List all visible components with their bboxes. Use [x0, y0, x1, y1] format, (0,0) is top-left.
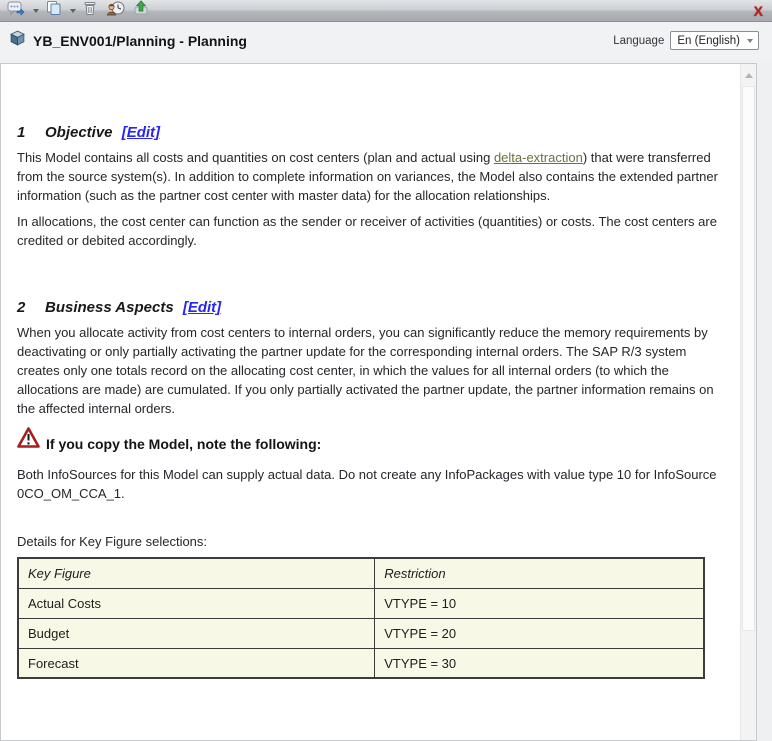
- copy-pages-icon: [45, 0, 62, 21]
- copy-dropdown-arrow-icon[interactable]: [70, 9, 76, 13]
- paragraph-infosources: Both InfoSources for this Model can supply actual data. Do not create any InfoPackages with value type 10 for InfoSource 0CO_OM_CCA_1.: [17, 467, 717, 501]
- section-2-number: 2: [17, 299, 26, 316]
- section-1-title: Objective: [45, 124, 113, 141]
- delete-button[interactable]: [80, 0, 100, 22]
- scroll-up-arrow-icon[interactable]: [745, 73, 753, 78]
- person-clock-icon: [106, 0, 125, 21]
- section-2-edit-link[interactable]: [Edit]: [182, 299, 222, 316]
- language-label: Language: [613, 34, 665, 47]
- scrollbar-thumb[interactable]: [742, 86, 755, 631]
- speech-bubble-icon: [7, 0, 25, 21]
- table-row: [18, 618, 704, 648]
- language-select[interactable]: [670, 31, 759, 50]
- cell-key-figure: Budget: [18, 618, 375, 648]
- vertical-scrollbar[interactable]: [740, 64, 756, 740]
- comment-button[interactable]: [5, 0, 27, 22]
- page-title: YB_ENV001/Planning - Planning: [33, 32, 247, 49]
- copy-button[interactable]: [43, 0, 64, 22]
- cell-key-figure: Actual Costs: [18, 588, 375, 618]
- warning-row: [17, 427, 726, 453]
- warning-text: If you copy the Model, note the following:: [46, 436, 322, 452]
- document-body: [1, 64, 740, 740]
- cube-icon: [9, 30, 26, 52]
- trash-icon: [82, 0, 98, 21]
- section-2-heading: [17, 299, 726, 316]
- document-frame: [0, 63, 757, 741]
- warning-triangle-icon: [17, 427, 40, 453]
- language-dropdown-arrow-icon: [747, 39, 753, 43]
- header-bar: [0, 22, 772, 59]
- section-1-edit-link[interactable]: [Edit]: [121, 124, 161, 141]
- toolbar: [0, 0, 772, 22]
- comment-dropdown-arrow-icon[interactable]: [33, 9, 39, 13]
- section-2-title: Business Aspects: [45, 299, 174, 316]
- section-1-number: 1: [17, 124, 26, 141]
- upload-arrow-icon: [133, 0, 149, 21]
- delta-extraction-link[interactable]: delta-extraction: [493, 150, 583, 165]
- cell-restriction: VTYPE = 10: [375, 588, 704, 618]
- paragraph-objective-2: In allocations, the cost center can function as the sender or receiver of activities (quantities) or costs. The cost centers are credited or debited accordingly.: [17, 214, 717, 248]
- paragraph-text: This Model contains all costs and quantities on cost centers (plan and actual using: [17, 150, 494, 165]
- key-figure-table: [17, 557, 705, 679]
- close-button[interactable]: X: [753, 2, 763, 19]
- content-area: [0, 59, 772, 741]
- table-row: [18, 648, 704, 678]
- paragraph-text: ) that were transferred from the source system(s). In addition to complete information on variances, the Model also contains the extended partner information (such as the partner cost center with master data) for the allocation relationships.: [17, 150, 718, 203]
- user-history-button[interactable]: [104, 0, 127, 22]
- table-row: [18, 588, 704, 618]
- publish-button[interactable]: [131, 0, 151, 22]
- section-1-heading: [17, 124, 726, 141]
- details-label: Details for Key Figure selections:: [17, 534, 208, 549]
- cell-key-figure: Forecast: [18, 648, 375, 678]
- header-key-figure: Key Figure: [18, 558, 375, 588]
- header-restriction: Restriction: [375, 558, 704, 588]
- paragraph-business-aspects: When you allocate activity from cost centers to internal orders, you can significantly reduce the memory requirements by deactivating or only partially activating the partner update for the corresponding internal orders. The SAP R/3 system creates only one totals record on the allocating cost center, in which the values for all internal orders (to which the allocations are made) are cumulated. If you only partially activated the partner update, the partner information remains on the affected internal orders.: [17, 325, 714, 416]
- cell-restriction: VTYPE = 20: [375, 618, 704, 648]
- language-control: [613, 31, 763, 50]
- table-header-row: [18, 558, 704, 588]
- language-selected-value: En (English): [677, 34, 740, 47]
- cell-restriction: VTYPE = 30: [375, 648, 704, 678]
- paragraph-objective-1: [17, 148, 726, 205]
